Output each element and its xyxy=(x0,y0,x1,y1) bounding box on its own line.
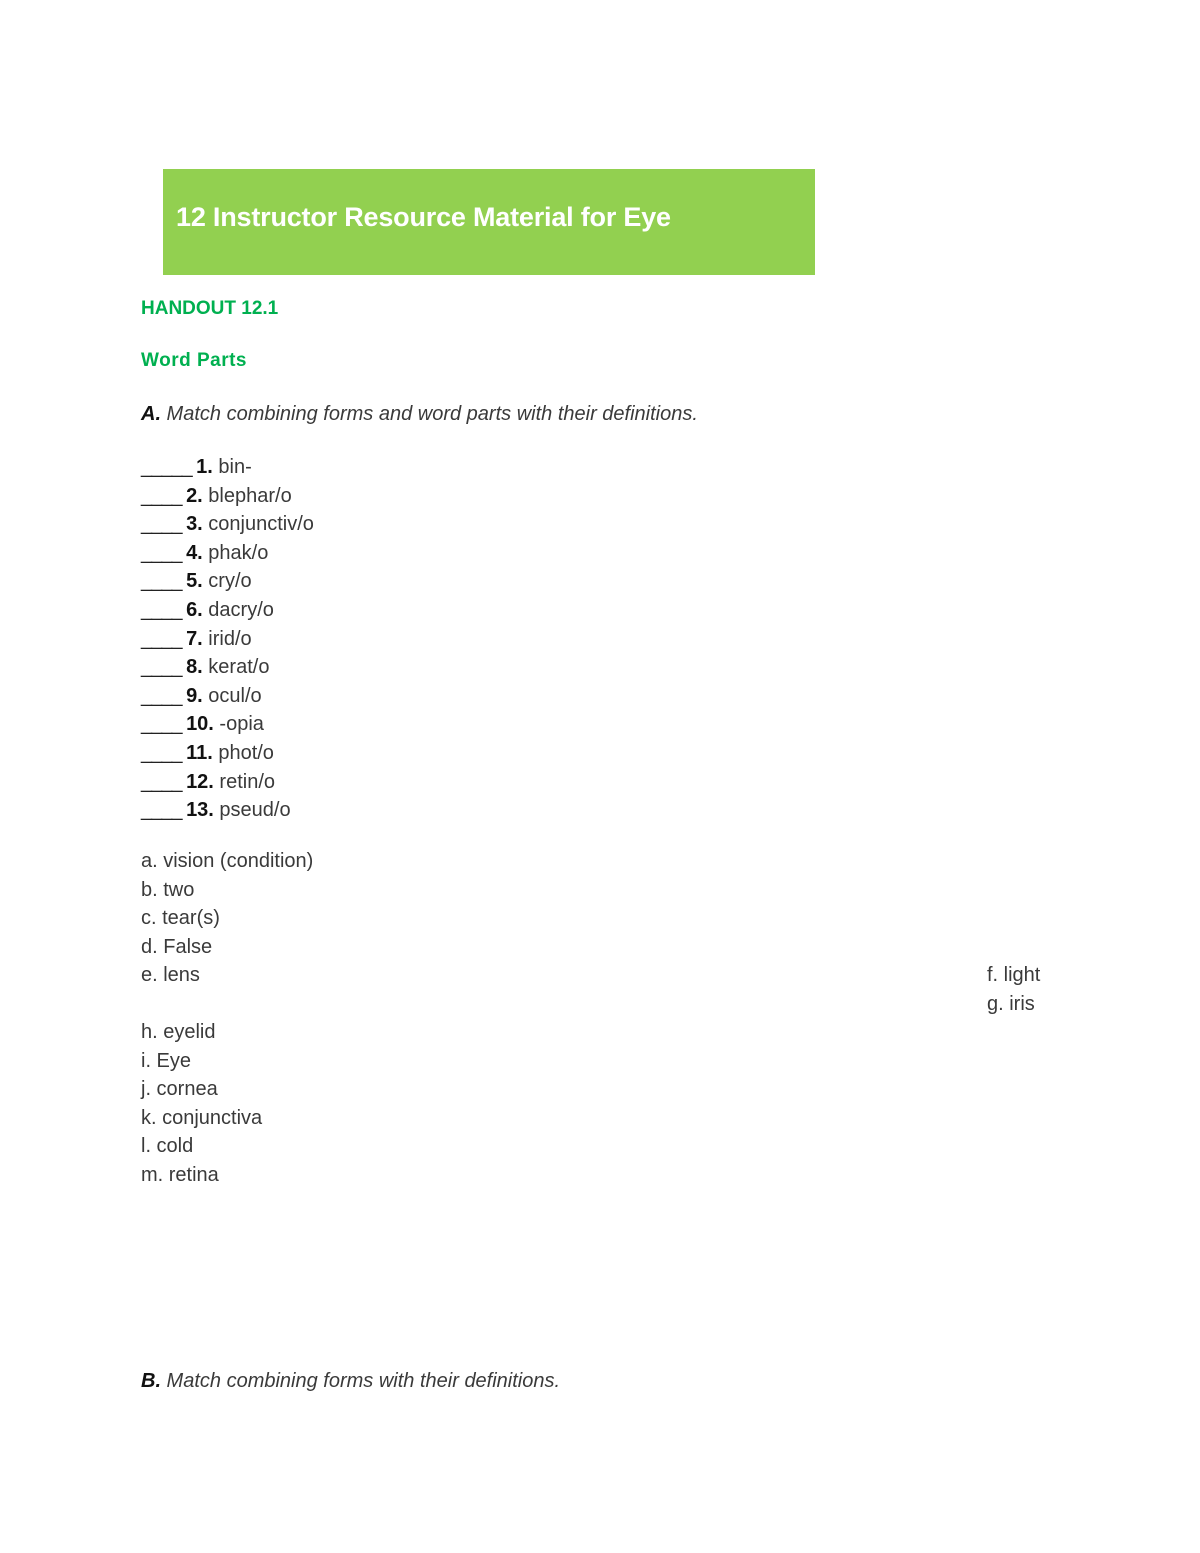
handout-label: HANDOUT 12.1 xyxy=(141,298,279,319)
definition-item: a. vision (condition) xyxy=(141,850,314,872)
section-heading: Word Parts xyxy=(141,350,248,371)
item-term: phot/o xyxy=(212,741,274,764)
answer-blank[interactable]: ____ xyxy=(141,484,187,507)
item-term: kerat/o xyxy=(202,656,270,679)
chapter-banner xyxy=(163,169,815,275)
definitions-right-list xyxy=(987,961,1040,1018)
list-item xyxy=(141,539,314,568)
part-a-instruction xyxy=(141,403,698,426)
item-term: cry/o xyxy=(202,570,252,593)
item-term: blephar/o xyxy=(202,484,292,507)
answer-blank[interactable]: ____ xyxy=(141,741,187,764)
answer-blank[interactable]: ____ xyxy=(141,513,187,536)
definition-item: j. cornea xyxy=(141,1078,218,1101)
item-term: -opia xyxy=(213,713,264,736)
item-number: 4. xyxy=(186,541,203,564)
item-number: 8. xyxy=(186,656,203,679)
list-item xyxy=(141,796,314,825)
list-item xyxy=(141,453,314,482)
definition-item: l. cold xyxy=(141,1135,194,1158)
answer-blank[interactable]: ____ xyxy=(141,799,187,822)
definitions-list xyxy=(141,847,313,990)
part-b-text: Match combining forms with their definitions. xyxy=(161,1370,561,1392)
definition-item: m. retina xyxy=(141,1163,219,1186)
definition-item: h. eyelid xyxy=(141,1021,216,1043)
list-item xyxy=(141,653,314,682)
definition-item: e. lens xyxy=(141,964,200,987)
definition-item: g. iris xyxy=(987,992,1035,1015)
item-term: pseud/o xyxy=(213,799,291,822)
item-number: 7. xyxy=(186,627,203,650)
item-term: retin/o xyxy=(213,770,276,793)
answer-blank[interactable]: ____ xyxy=(141,684,187,707)
item-number: 13. xyxy=(186,799,214,822)
part-b-letter: B. xyxy=(141,1370,161,1392)
item-number: 11. xyxy=(186,741,213,764)
item-number: 12. xyxy=(186,770,214,793)
part-a-letter: A. xyxy=(141,403,161,425)
definition-item: k. conjunctiva xyxy=(141,1106,263,1129)
list-item xyxy=(141,567,314,596)
definitions-list-continued xyxy=(141,1018,262,1190)
list-item xyxy=(141,739,314,768)
definition-item: i. Eye xyxy=(141,1049,192,1072)
answer-blank[interactable]: ____ xyxy=(141,656,187,679)
item-term: phak/o xyxy=(202,541,269,564)
definition-item: f. light xyxy=(987,964,1041,986)
list-item xyxy=(141,625,314,654)
item-number: 6. xyxy=(186,598,203,621)
list-item xyxy=(141,682,314,711)
list-item xyxy=(141,482,314,511)
item-number: 5. xyxy=(186,570,203,593)
answer-blank[interactable]: ____ xyxy=(141,627,187,650)
chapter-title: 12 Instructor Resource Material for Eye xyxy=(176,202,671,232)
definition-item: b. two xyxy=(141,878,195,901)
list-item xyxy=(141,710,314,739)
item-term: irid/o xyxy=(202,627,252,650)
item-number: 1. xyxy=(196,456,213,478)
item-number: 2. xyxy=(186,484,203,507)
answer-blank[interactable]: ____ xyxy=(141,770,187,793)
list-item xyxy=(141,768,314,797)
answer-blank[interactable]: ____ xyxy=(141,541,187,564)
list-item xyxy=(141,510,314,539)
item-number: 10. xyxy=(186,713,214,736)
part-a-text: Match combining forms and word parts with their definitions. xyxy=(161,403,698,425)
matching-items-list xyxy=(141,453,314,825)
definition-item: c. tear(s) xyxy=(141,907,220,930)
item-term: dacry/o xyxy=(202,598,274,621)
definition-item: d. False xyxy=(141,935,213,958)
answer-blank[interactable]: _____ xyxy=(141,456,197,478)
item-number: 9. xyxy=(186,684,203,707)
answer-blank[interactable]: ____ xyxy=(141,598,187,621)
part-b-instruction xyxy=(141,1370,560,1393)
answer-blank[interactable]: ____ xyxy=(141,570,187,593)
item-term: bin- xyxy=(212,456,252,478)
item-number: 3. xyxy=(186,513,203,536)
item-term: ocul/o xyxy=(202,684,262,707)
item-term: conjunctiv/o xyxy=(202,513,314,536)
list-item xyxy=(141,596,314,625)
answer-blank[interactable]: ____ xyxy=(141,713,187,736)
